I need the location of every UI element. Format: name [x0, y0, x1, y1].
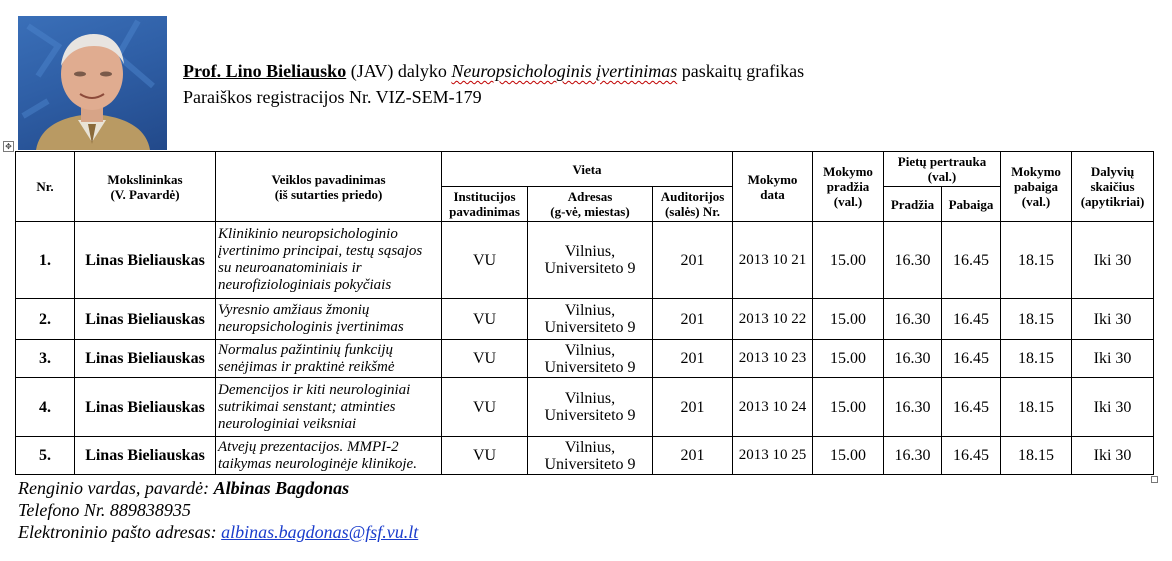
registration-number: Paraiškos registracijos Nr. VIZ-SEM-179: [183, 87, 482, 107]
cell-lunch-end: 16.45: [942, 378, 1001, 437]
cell-activity: Vyresnio amžiaus žmonių neuropsichologinis įvertinimas: [216, 299, 442, 340]
cell-end: 18.15: [1001, 340, 1072, 378]
phone-label: Telefono Nr.: [18, 500, 106, 520]
header-activity: Veiklos pavadinimas (iš sutarties priedo): [216, 152, 442, 222]
cell-lunch-start: 16.30: [884, 437, 942, 475]
cell-participants: Iki 30: [1072, 437, 1154, 475]
cell-address: Vilnius, Universiteto 9: [528, 437, 653, 475]
header-scientist: Mokslininkas (V. Pavardė): [75, 152, 216, 222]
cell-nr: 3.: [16, 340, 75, 378]
cell-start: 15.00: [813, 378, 884, 437]
cell-end: 18.15: [1001, 437, 1072, 475]
header-lunch-start: Pradžia: [884, 187, 942, 222]
cell-date: 2013 10 24: [733, 378, 813, 437]
header-address: Adresas (g-vė, miestas): [528, 187, 653, 222]
email-label: Elektroninio pašto adresas:: [18, 522, 217, 542]
professor-name: Prof. Lino Bieliausko: [183, 61, 347, 81]
cell-start: 15.00: [813, 340, 884, 378]
professor-country: (JAV): [350, 61, 394, 81]
course-name: Neuropsichologinis įvertinimas: [451, 61, 678, 81]
email-link[interactable]: albinas.bagdonas@fsf.vu.lt: [221, 522, 419, 542]
email-line: [18, 521, 418, 543]
header-room: Auditorijos (salės) Nr.: [653, 187, 733, 222]
cell-lunch-end: 16.45: [942, 340, 1001, 378]
cell-scientist: Linas Bieliauskas: [75, 378, 216, 437]
table-row: [16, 437, 1154, 475]
cell-date: 2013 10 22: [733, 299, 813, 340]
header-start: Mokymo pradžia (val.): [813, 152, 884, 222]
cell-date: 2013 10 23: [733, 340, 813, 378]
footer-contact: [18, 477, 418, 543]
cell-room: 201: [653, 437, 733, 475]
cell-room: 201: [653, 340, 733, 378]
cell-scientist: Linas Bieliauskas: [75, 437, 216, 475]
resize-handle-icon[interactable]: [1151, 476, 1158, 483]
cell-activity: Normalus pažintinių funkcijų senėjimas ir praktinė reikšmė: [216, 340, 442, 378]
header-institution: Institucijos pavadinimas: [442, 187, 528, 222]
cell-room: 201: [653, 299, 733, 340]
cell-scientist: Linas Bieliauskas: [75, 340, 216, 378]
cell-room: 201: [653, 222, 733, 299]
table-row: [16, 299, 1154, 340]
cell-participants: Iki 30: [1072, 340, 1154, 378]
table-row: [16, 378, 1154, 437]
table-row: [16, 222, 1154, 299]
cell-scientist: Linas Bieliauskas: [75, 222, 216, 299]
cell-activity: Atvejų prezentacijos. MMPI-2 taikymas neurologinėje klinikoje.: [216, 437, 442, 475]
cell-activity: Demencijos ir kiti neurologiniai sutrikimai senstant; atminties neurologiniai veiksniai: [216, 378, 442, 437]
cell-date: 2013 10 21: [733, 222, 813, 299]
cell-institution: VU: [442, 340, 528, 378]
organizer-label: Renginio vardas, pavardė:: [18, 478, 210, 498]
cell-institution: VU: [442, 378, 528, 437]
schedule-table: [15, 151, 1154, 475]
organizer-line: [18, 477, 418, 499]
header-place: Vieta: [442, 152, 733, 187]
cell-participants: Iki 30: [1072, 378, 1154, 437]
cell-activity: Klinikinio neuropsichologinio įvertinimo principai, testų sąsajos su neuroanatominiais ir neurofiziologiniais pokyčiais: [216, 222, 442, 299]
cell-end: 18.15: [1001, 222, 1072, 299]
cell-institution: VU: [442, 222, 528, 299]
cell-start: 15.00: [813, 222, 884, 299]
cell-participants: Iki 30: [1072, 299, 1154, 340]
cell-lunch-start: 16.30: [884, 299, 942, 340]
cell-address: Vilnius, Universiteto 9: [528, 299, 653, 340]
portrait-photo: [18, 16, 167, 150]
cell-scientist: Linas Bieliauskas: [75, 299, 216, 340]
cell-lunch-end: 16.45: [942, 299, 1001, 340]
cell-lunch-start: 16.30: [884, 378, 942, 437]
cell-start: 15.00: [813, 299, 884, 340]
cell-room: 201: [653, 378, 733, 437]
header-lunch: Pietų pertrauka (val.): [884, 152, 1001, 187]
cell-address: Vilnius, Universiteto 9: [528, 222, 653, 299]
cell-start: 15.00: [813, 437, 884, 475]
title-dalyko: dalyko: [397, 61, 447, 81]
cell-nr: 4.: [16, 378, 75, 437]
cell-lunch-start: 16.30: [884, 222, 942, 299]
cell-nr: 5.: [16, 437, 75, 475]
cell-nr: 2.: [16, 299, 75, 340]
header-lunch-end: Pabaiga: [942, 187, 1001, 222]
cell-end: 18.15: [1001, 378, 1072, 437]
cell-lunch-end: 16.45: [942, 437, 1001, 475]
phone-line: [18, 499, 418, 521]
cell-address: Vilnius, Universiteto 9: [528, 378, 653, 437]
organizer-name: Albinas Bagdonas: [213, 478, 350, 498]
cell-participants: Iki 30: [1072, 222, 1154, 299]
cell-lunch-end: 16.45: [942, 222, 1001, 299]
title-suffix: paskaitų grafikas: [681, 61, 805, 81]
cell-institution: VU: [442, 299, 528, 340]
cell-nr: 1.: [16, 222, 75, 299]
header-nr: Nr.: [16, 152, 75, 222]
cell-address: Vilnius, Universiteto 9: [528, 340, 653, 378]
cell-institution: VU: [442, 437, 528, 475]
phone-number: 889838935: [109, 500, 191, 520]
table-row: [16, 340, 1154, 378]
cell-end: 18.15: [1001, 299, 1072, 340]
move-handle-icon[interactable]: ✥: [3, 141, 14, 152]
cell-lunch-start: 16.30: [884, 340, 942, 378]
cell-date: 2013 10 25: [733, 437, 813, 475]
header-date: Mokymo data: [733, 152, 813, 222]
header-participants: Dalyvių skaičius (apytikriai): [1072, 152, 1154, 222]
page-title: [183, 61, 804, 82]
header-end: Mokymo pabaiga (val.): [1001, 152, 1072, 222]
